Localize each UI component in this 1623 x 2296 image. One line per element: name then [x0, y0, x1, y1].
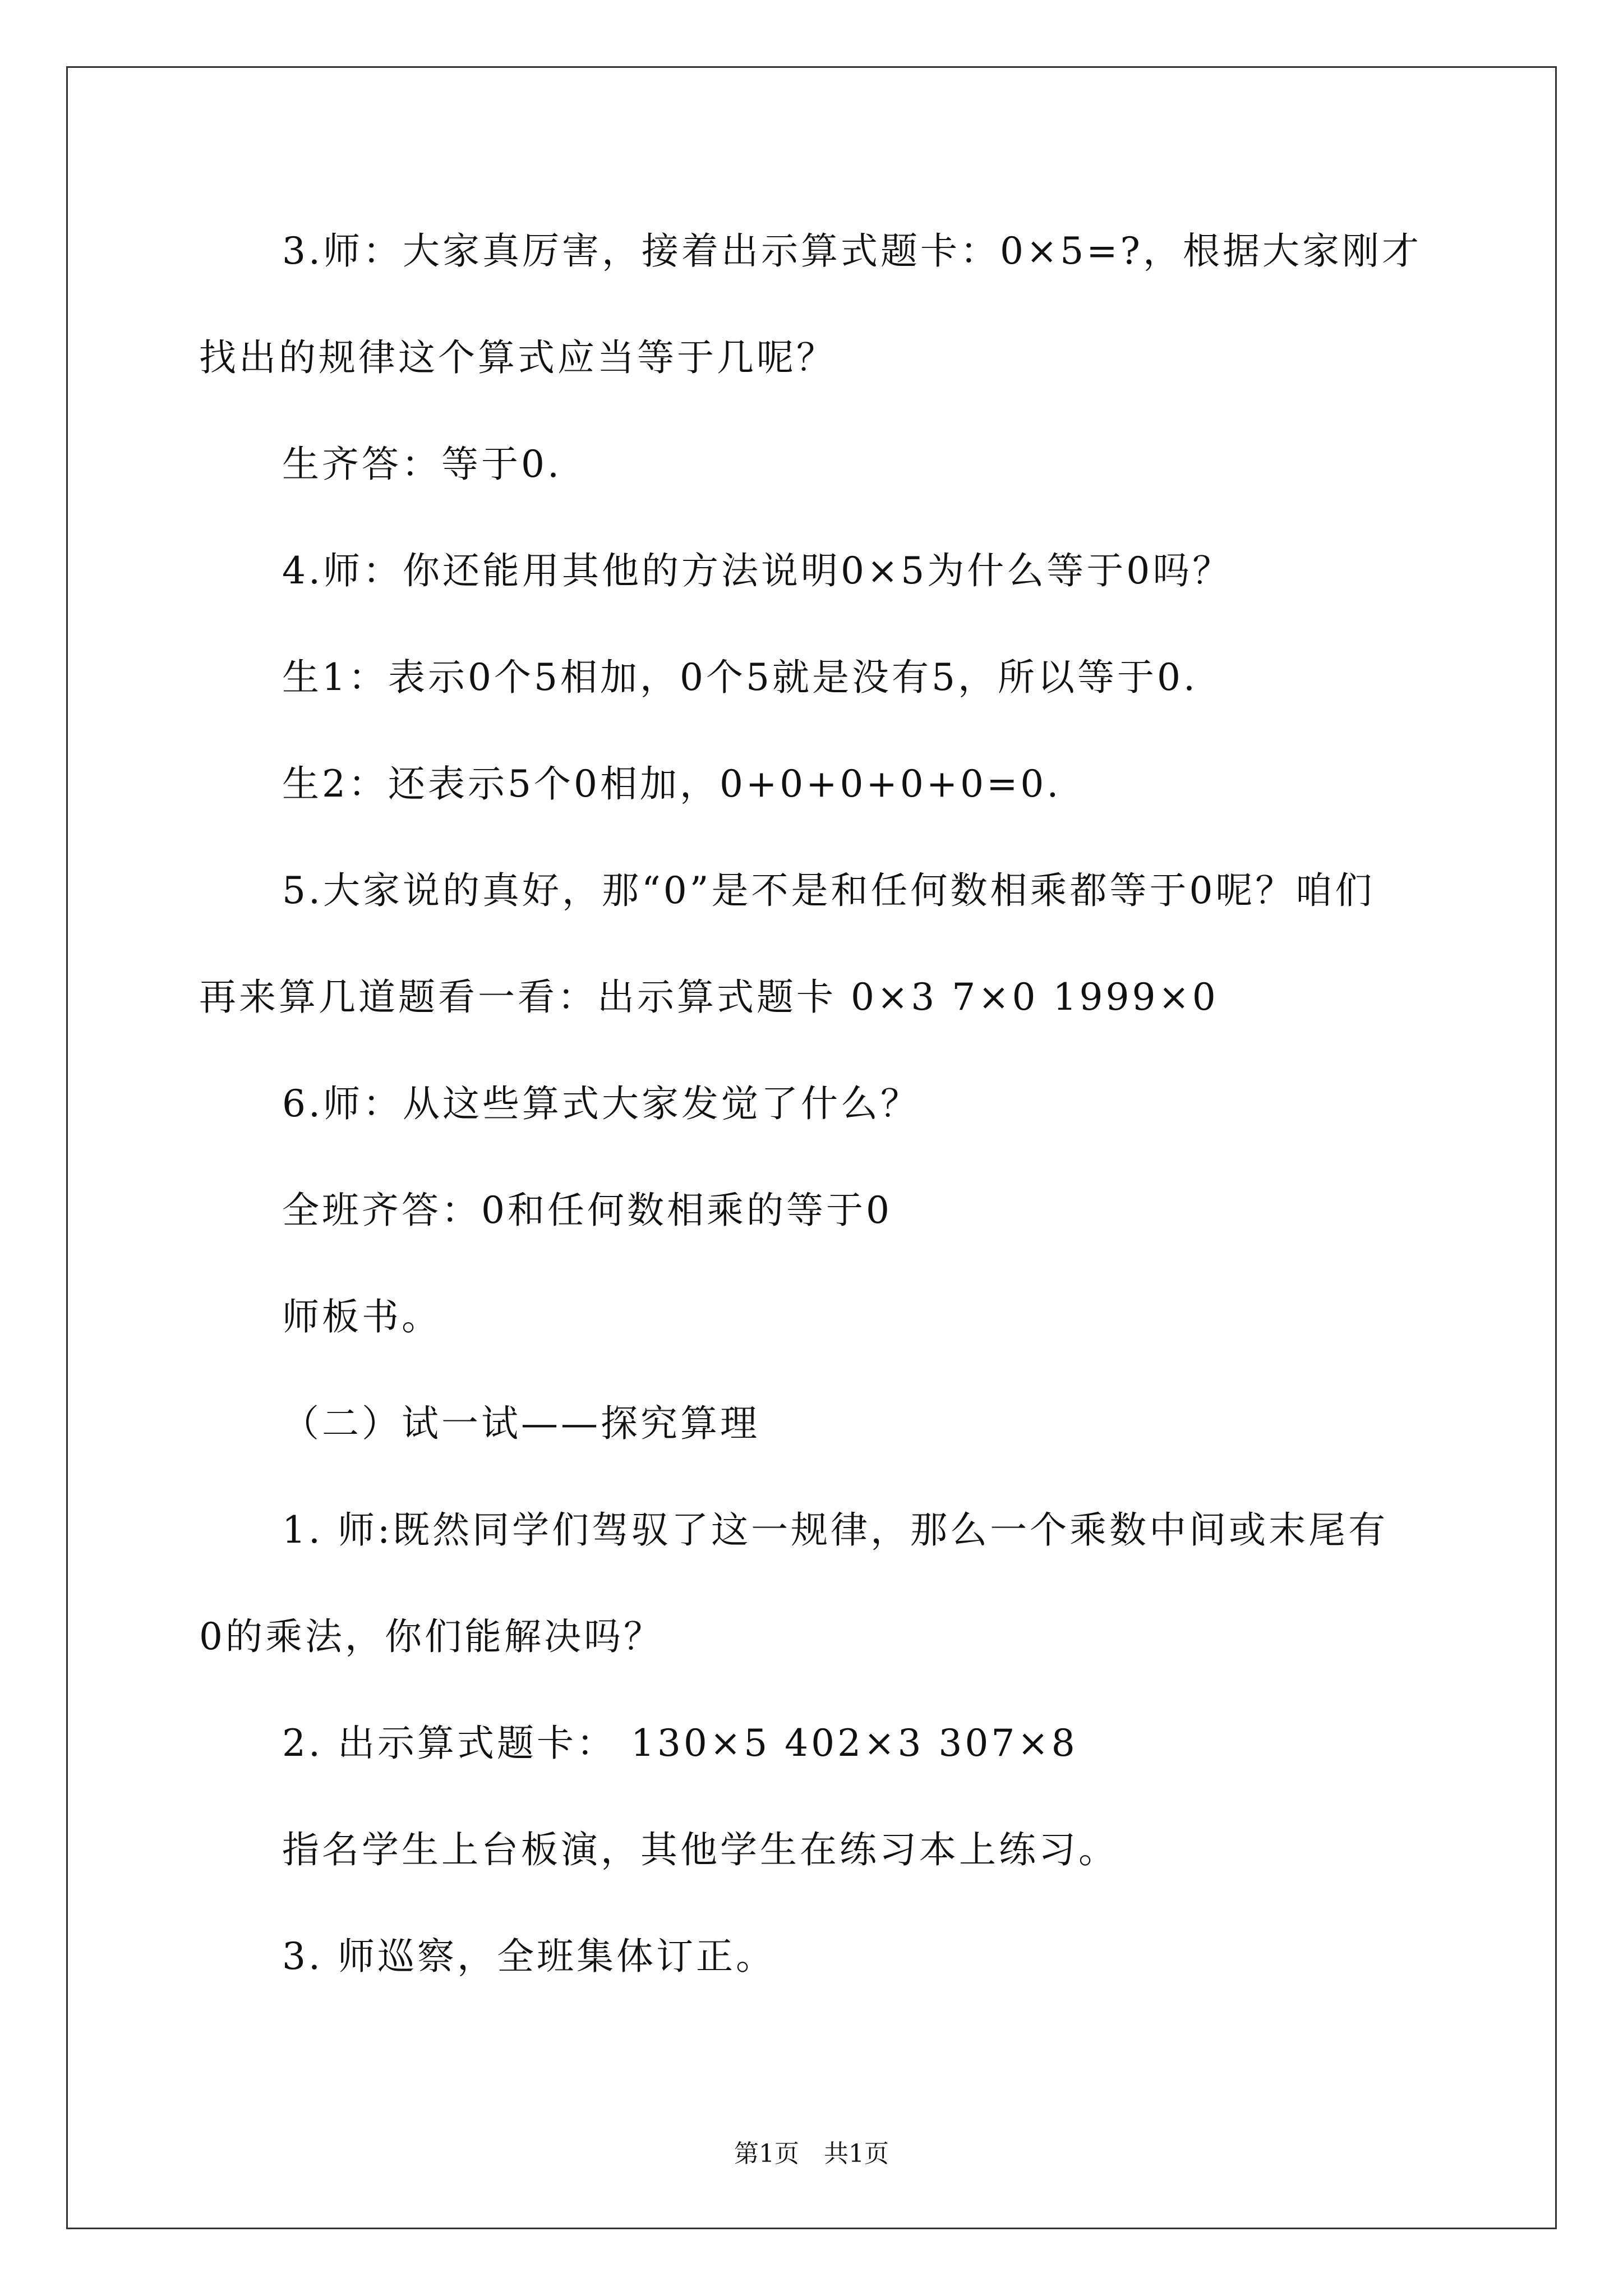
- paragraph-line: 0的乘法，你们能解决吗？: [199, 1615, 663, 1658]
- paragraph-line: 6.师：从这些算式大家发觉了什么？: [282, 1082, 920, 1125]
- paragraph-line: 生1：表示0个5相加，0个5就是没有5，所以等于0.: [282, 656, 1198, 699]
- paragraph-line: 再来算几道题看一看：出示算式题卡 0×3 7×0 1999×0: [199, 976, 1219, 1019]
- paragraph-line: 5.大家说的真好，那“0”是不是和任何数相乘都等于0呢？咱们: [282, 869, 1375, 912]
- paragraph-line: 生齐答：等于0.: [282, 443, 562, 486]
- paragraph-line: 3.师：大家真厉害，接着出示算式题卡：0×5=?，根据大家刚才: [282, 229, 1422, 273]
- paragraph-line: 2. 出示算式题卡： 130×5 402×3 307×8: [282, 1722, 1078, 1765]
- paragraph-line: 全班齐答：0和任何数相乘的等于0: [282, 1189, 892, 1232]
- paragraph-line: 1. 师:既然同学们驾驭了这一规律，那么一个乘数中间或末尾有: [282, 1508, 1389, 1552]
- page-footer: 第1页 共1页: [734, 2139, 889, 2168]
- paragraph-line: 找出的规律这个算式应当等于几呢？: [199, 336, 836, 379]
- section-heading: （二）试一试——探究算理: [282, 1402, 760, 1445]
- paragraph-line: 指名学生上台板演，其他学生在练习本上练习。: [282, 1828, 1118, 1871]
- paragraph-line: 3. 师巡察，全班集体订正。: [282, 1935, 776, 1978]
- paragraph-line: 4.师：你还能用其他的方法说明0×5为什么等于0吗？: [282, 549, 1233, 592]
- paragraph-line: 师板书。: [282, 1295, 441, 1338]
- page-border: [66, 66, 1557, 2229]
- paragraph-line: 生2：还表示5个0相加，0+0+0+0+0=0.: [282, 762, 1062, 806]
